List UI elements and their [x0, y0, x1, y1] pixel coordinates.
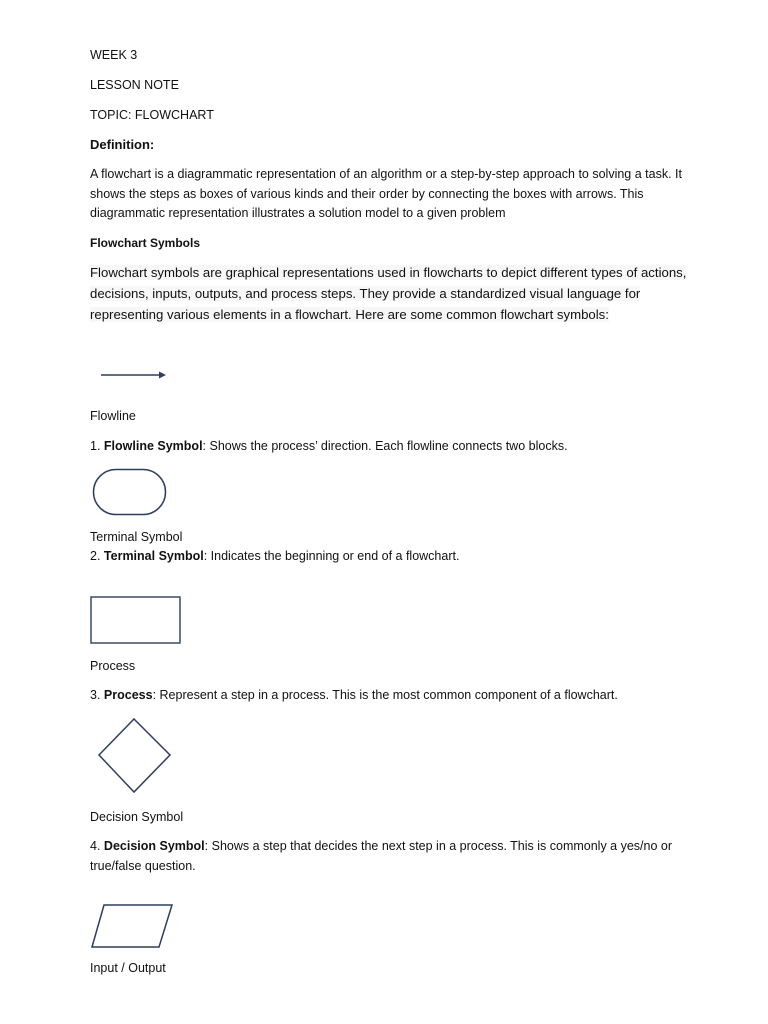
definition-text: A flowchart is a diagrammatic representation of an algorithm or a step-by-step approach to solving a task. It shows the steps as boxes of various kinds and their order by connecting the boxes with arrows. This diagrammatic representation illustrates a solution model to a given problem	[90, 167, 682, 220]
symbol-description: : Shows a step that decides the next step in a process. This is commonly a yes/no or true/false question.	[90, 839, 673, 873]
symbols-intro-text: Flowchart symbols are graphical representations used in flowcharts to depict different types of actions, decisions, inputs, outputs, and process steps. They provide a standardized visual language for representing various elements in a flowchart. Here are some common flowchart symbols:	[90, 265, 687, 322]
symbol-description: : Represent a step in a process. This is the most common component of a flowchart.	[152, 688, 618, 702]
process-shape-icon	[90, 596, 182, 645]
week-label: WEEK 3	[90, 48, 138, 62]
decision-description	[90, 837, 690, 876]
symbol-name: Decision Symbol	[103, 839, 205, 853]
flowline-description	[90, 437, 568, 457]
topic-title: TOPIC: FLOWCHART	[90, 108, 214, 122]
terminal-caption: Terminal Symbol	[90, 530, 183, 544]
item-number: 2.	[90, 549, 101, 563]
item-number: 4.	[90, 839, 101, 853]
symbol-name: Terminal Symbol	[103, 549, 204, 563]
flowline-arrow-icon	[98, 368, 170, 382]
process-description	[90, 686, 618, 706]
item-number: 1.	[90, 439, 101, 453]
symbol-description: : Indicates the beginning or end of a flowchart.	[203, 549, 460, 563]
symbol-description: : Shows the process’ direction. Each flowline connects two blocks.	[202, 439, 568, 453]
input-output-caption: Input / Output	[90, 961, 166, 975]
terminal-description	[90, 547, 459, 567]
symbols-intro	[90, 262, 688, 325]
decision-shape-icon	[98, 718, 172, 794]
definition-heading: Definition:	[90, 137, 155, 152]
lesson-note-label: LESSON NOTE	[90, 78, 179, 92]
symbol-name: Process	[103, 688, 153, 702]
item-number: 3.	[90, 688, 101, 702]
decision-caption: Decision Symbol	[90, 810, 184, 824]
symbols-heading: Flowchart Symbols	[90, 236, 201, 250]
symbol-name: Flowline Symbol	[103, 439, 203, 453]
flowline-caption: Flowline	[90, 409, 136, 423]
input-output-shape-icon	[90, 903, 174, 949]
process-caption: Process	[90, 659, 136, 673]
terminal-shape-icon	[92, 468, 168, 518]
